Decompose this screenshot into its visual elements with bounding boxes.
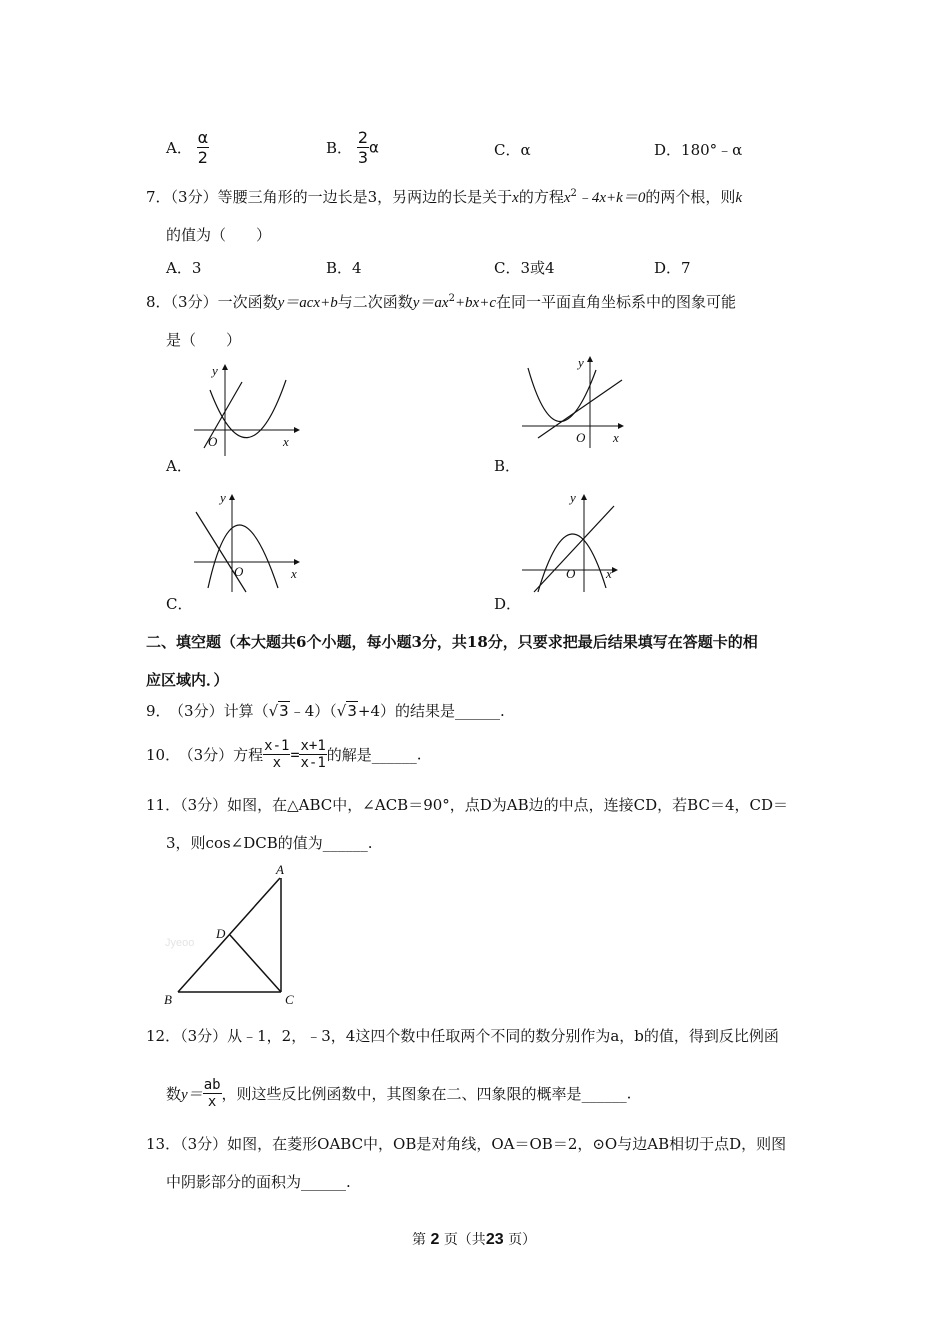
stem-text: 如图，在△ABC中，∠ACB＝90°，点D为AB边的中点，连接CD，若BC＝4，CD＝ (227, 796, 788, 814)
fraction-numerator: x+1 (300, 738, 326, 754)
question-score: （3分） (170, 293, 218, 311)
question-score: （3分） (180, 796, 228, 814)
answer-blank[interactable]: ______ (322, 834, 368, 852)
ab-over-x-fraction (203, 1077, 222, 1110)
q10-stem (146, 738, 422, 771)
option-label: B． (326, 139, 353, 157)
question-score: （3分） (176, 702, 224, 720)
q6-option-a (166, 128, 209, 167)
answer-blank[interactable]: ______ (581, 1084, 627, 1103)
origin-label: O (208, 434, 218, 449)
option-text: 180°﹣α (681, 141, 743, 159)
function-lhs: y＝ (181, 1087, 203, 1103)
period: . (500, 702, 505, 720)
y-label: y (212, 363, 218, 378)
fraction-denominator: x-1 (300, 755, 326, 771)
two-thirds-fraction (357, 128, 369, 167)
section-2-heading-line2: 应区域内．） (146, 671, 229, 689)
q7-option-b: B．4 (326, 259, 362, 277)
q12-stem-line1 (146, 1025, 779, 1046)
q7-stem-line2: 的值为（ ） (166, 226, 272, 244)
stem-text: 的两个根，则 (645, 188, 736, 206)
stem-text: 的解是 (326, 746, 372, 764)
q8-option-a: A． (166, 457, 192, 475)
stem-text: 等腰三角形的一边长是3，另两边的长是关于 (217, 188, 513, 206)
sqrt-3: √3 (268, 702, 289, 720)
x-axis-arrow (294, 427, 300, 433)
x-axis-arrow (618, 423, 624, 429)
total-pages: 23 (485, 1231, 504, 1248)
point-c-label: C (285, 992, 294, 1007)
question-number: 11． (146, 796, 181, 814)
question-number: 8． (146, 293, 171, 311)
q13-stem-line2 (166, 1171, 351, 1192)
x-axis-arrow (294, 559, 300, 565)
graph-c (190, 488, 305, 596)
equals-sign: = (290, 745, 300, 764)
stem-text: 计算（ (223, 702, 269, 720)
alpha-symbol: α (369, 138, 379, 157)
radicand: 3 (279, 702, 289, 720)
footer-text: 页） (508, 1232, 537, 1248)
fraction-right (299, 738, 326, 771)
page-number: 2 (430, 1231, 440, 1248)
x-label: x (613, 430, 619, 445)
triangle-figure (160, 860, 310, 1010)
option-text: α (520, 141, 531, 159)
y-label: y (570, 490, 576, 505)
answer-blank[interactable]: ______ (371, 745, 417, 764)
period: . (367, 834, 373, 852)
stem-text: 一次函数 (217, 293, 278, 311)
q11-stem-line1 (146, 794, 788, 815)
q8-stem-line1 (146, 291, 736, 312)
stem-text: 与二次函数 (337, 293, 413, 311)
question-score: （3分） (186, 746, 234, 764)
parabola (210, 380, 286, 438)
q8-stem-line2: 是（ ） (166, 331, 242, 349)
graph-b (518, 352, 628, 452)
q9-stem (146, 700, 505, 721)
stem-text: ，则这些反比例函数中，其图象在二、四象限的概率是 (221, 1085, 582, 1103)
answer-blank[interactable]: ______ (301, 1173, 347, 1191)
origin-label: O (576, 430, 586, 445)
q7-option-c: C．3或4 (494, 259, 555, 277)
q7-stem-line1 (146, 186, 742, 207)
graph-a (190, 360, 300, 460)
stem-text: 方程 (233, 746, 264, 764)
equation-exponent: 2 (570, 188, 577, 199)
quadratic-function: y＝ax (412, 295, 449, 311)
radicand: 3 (347, 702, 357, 720)
footer-text: 第 (412, 1232, 426, 1248)
q6-option-d (654, 139, 742, 160)
y-label: y (578, 355, 584, 370)
period: . (346, 1173, 351, 1191)
watermark: Jyeoo (165, 937, 195, 949)
fraction-numerator: 2 (357, 128, 368, 147)
stem-text: 的方程 (518, 188, 564, 206)
quadratic-function-rest: +bx+c (454, 295, 496, 311)
question-number: 7． (146, 188, 171, 206)
point-b-label: B (164, 992, 172, 1007)
q8-option-d: D． (494, 595, 522, 613)
q8-option-b: B． (494, 457, 521, 475)
origin-label: O (566, 566, 576, 581)
period: . (416, 745, 422, 764)
graph-d (518, 488, 633, 596)
stem-text: ﹣4）（ (289, 702, 337, 720)
q11-stem-line2 (166, 832, 373, 853)
line-graph (196, 512, 246, 592)
y-axis-arrow (581, 494, 587, 500)
stem-text: +4）的结果是 (357, 702, 455, 720)
stem-text: 如图，在菱形OABC中，OB是对角线，OA＝OB＝2，⊙O与边AB相切于点D，则图 (227, 1135, 787, 1153)
fraction-denominator: 3 (357, 148, 368, 167)
x-label: x (291, 566, 297, 581)
section-2-heading-line1: 二、填空题（本大题共6个小题，每小题3分，共18分，只要求把最后结果填写在答题卡的相 (146, 633, 758, 651)
equation-rest: ﹣4x+k＝0 (576, 190, 646, 206)
x-label: x (606, 566, 612, 581)
point-d-label: D (216, 926, 226, 941)
footer-text: 页（共 (443, 1232, 486, 1248)
stem-text: 3，则cos∠DCB的值为 (166, 834, 323, 852)
option-label: D． (654, 141, 682, 159)
parabola (528, 368, 596, 422)
option-label: A． (166, 139, 192, 157)
q7-option-d: D．7 (654, 259, 691, 277)
fraction-denominator: 2 (197, 148, 208, 167)
fraction-numerator: x-1 (264, 738, 290, 754)
y-axis-arrow (222, 364, 228, 370)
q8-option-c: C． (166, 595, 193, 613)
variable-k: k (735, 190, 743, 206)
option-label: C． (494, 141, 521, 159)
fraction-numerator: ab (203, 1077, 221, 1093)
question-number: 12． (146, 1027, 181, 1045)
stem-text: 中阴影部分的面积为 (166, 1173, 302, 1191)
question-number: 10． (146, 746, 181, 764)
stem-text: 从﹣1，2，﹣3，4这四个数中任取两个不同的数分别作为a，b的值，得到反比例函 (227, 1027, 779, 1045)
fraction-numerator: α (197, 128, 209, 147)
parabola (538, 534, 606, 592)
fraction-denominator: x (272, 755, 282, 771)
point-a-label: A (276, 862, 284, 877)
page-footer (412, 1229, 536, 1249)
alpha-over-2-fraction (197, 128, 210, 167)
function-exponent: 2 (448, 293, 455, 304)
fraction-left (263, 738, 290, 771)
y-axis-arrow (229, 494, 235, 500)
question-score: （3分） (180, 1135, 228, 1153)
stem-text: 数 (166, 1085, 182, 1103)
equation-variable: x (563, 190, 571, 206)
q7-option-a: A．3 (166, 259, 202, 277)
stem-text: 在同一平面直角坐标系中的图象可能 (496, 293, 737, 311)
period: . (626, 1084, 632, 1103)
question-number: 13． (146, 1135, 181, 1153)
q12-stem-line2 (166, 1077, 631, 1110)
q6-option-c (494, 139, 531, 160)
x-label: x (283, 434, 289, 449)
q13-stem-line1 (146, 1133, 786, 1154)
answer-blank[interactable]: ______ (455, 702, 500, 720)
q6-option-b (326, 128, 379, 167)
question-score: （3分） (170, 188, 218, 206)
question-number: 9． (146, 702, 171, 720)
linear-function: y＝acx+b (277, 295, 338, 311)
fraction-denominator: x (207, 1094, 217, 1110)
x-axis-arrow (612, 567, 618, 573)
y-label: y (220, 490, 226, 505)
sqrt-3: √3 (336, 702, 357, 720)
segment-cd (230, 935, 281, 992)
variable-x: x (512, 190, 519, 206)
y-axis-arrow (587, 356, 593, 362)
origin-label: O (234, 564, 244, 579)
question-score: （3分） (180, 1027, 228, 1045)
